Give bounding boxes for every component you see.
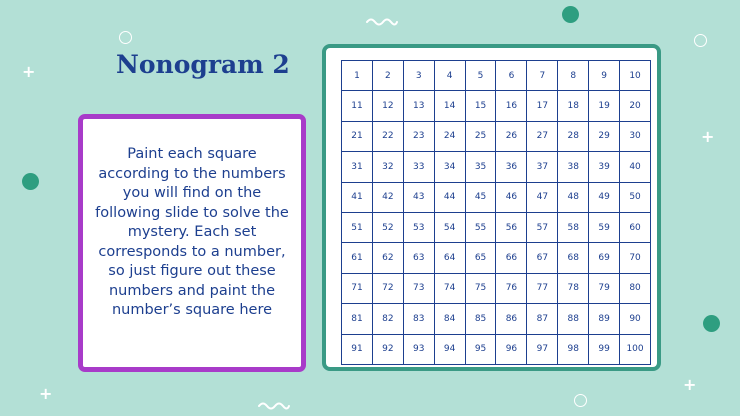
grid-cell[interactable]: 70	[620, 243, 651, 273]
grid-cell[interactable]: 25	[466, 122, 497, 152]
grid-cell[interactable]: 73	[404, 274, 435, 304]
grid-cell[interactable]: 30	[620, 122, 651, 152]
grid-cell[interactable]: 97	[527, 335, 558, 365]
grid-cell[interactable]: 48	[558, 183, 589, 213]
grid-cell[interactable]: 64	[435, 243, 466, 273]
grid-cell[interactable]: 43	[404, 183, 435, 213]
grid-cell[interactable]: 90	[620, 304, 651, 334]
grid-cell[interactable]: 89	[589, 304, 620, 334]
grid-cell[interactable]: 22	[373, 122, 404, 152]
grid-cell[interactable]: 13	[404, 91, 435, 121]
ring-icon	[574, 394, 587, 407]
grid-cell[interactable]: 91	[342, 335, 373, 365]
grid-cell[interactable]: 9	[589, 61, 620, 91]
grid-cell[interactable]: 20	[620, 91, 651, 121]
grid-cell[interactable]: 78	[558, 274, 589, 304]
grid-cell[interactable]: 60	[620, 213, 651, 243]
grid-cell[interactable]: 41	[342, 183, 373, 213]
grid-cell[interactable]: 27	[527, 122, 558, 152]
grid-cell[interactable]: 98	[558, 335, 589, 365]
grid-cell[interactable]: 36	[496, 152, 527, 182]
grid-cell[interactable]: 54	[435, 213, 466, 243]
grid-cell[interactable]: 76	[496, 274, 527, 304]
grid-cell[interactable]: 69	[589, 243, 620, 273]
wave-icon	[366, 16, 398, 26]
grid-cell[interactable]: 68	[558, 243, 589, 273]
grid-cell[interactable]: 65	[466, 243, 497, 273]
instructions-card	[78, 114, 306, 372]
grid-cell[interactable]: 5	[466, 61, 497, 91]
grid-cell[interactable]: 8	[558, 61, 589, 91]
grid-cell[interactable]: 57	[527, 213, 558, 243]
grid-cell[interactable]: 32	[373, 152, 404, 182]
grid-cell[interactable]: 38	[558, 152, 589, 182]
grid-cell[interactable]: 82	[373, 304, 404, 334]
grid-cell[interactable]: 67	[527, 243, 558, 273]
grid-cell[interactable]: 55	[466, 213, 497, 243]
grid-cell[interactable]: 93	[404, 335, 435, 365]
grid-cell[interactable]: 80	[620, 274, 651, 304]
circle-icon	[562, 6, 579, 23]
grid-cell[interactable]: 18	[558, 91, 589, 121]
grid-cell[interactable]: 49	[589, 183, 620, 213]
grid-cell[interactable]: 53	[404, 213, 435, 243]
grid-cell[interactable]: 63	[404, 243, 435, 273]
grid-cell[interactable]: 86	[496, 304, 527, 334]
grid-cell[interactable]: 94	[435, 335, 466, 365]
grid-cell[interactable]: 81	[342, 304, 373, 334]
grid-cell[interactable]: 21	[342, 122, 373, 152]
grid-cell[interactable]: 52	[373, 213, 404, 243]
wave-icon	[258, 400, 290, 410]
grid-cell[interactable]: 39	[589, 152, 620, 182]
circle-icon	[22, 173, 39, 190]
grid-cell[interactable]: 56	[496, 213, 527, 243]
grid-cell[interactable]: 44	[435, 183, 466, 213]
grid-cell[interactable]: 4	[435, 61, 466, 91]
ring-icon	[119, 31, 132, 44]
grid-cell[interactable]: 62	[373, 243, 404, 273]
grid-cell[interactable]: 34	[435, 152, 466, 182]
grid-cell[interactable]: 35	[466, 152, 497, 182]
grid-cell[interactable]: 31	[342, 152, 373, 182]
grid-cell[interactable]: 28	[558, 122, 589, 152]
grid-cell[interactable]: 15	[466, 91, 497, 121]
ring-icon	[694, 34, 707, 47]
grid-cell[interactable]: 26	[496, 122, 527, 152]
plus-icon: +	[701, 127, 715, 146]
grid-cell[interactable]: 95	[466, 335, 497, 365]
grid-cell[interactable]: 16	[496, 91, 527, 121]
grid-cell[interactable]: 87	[527, 304, 558, 334]
grid-cell[interactable]: 61	[342, 243, 373, 273]
grid-cell[interactable]: 40	[620, 152, 651, 182]
grid-cell[interactable]: 79	[589, 274, 620, 304]
grid-cell[interactable]: 71	[342, 274, 373, 304]
grid-cell[interactable]: 14	[435, 91, 466, 121]
grid-cell[interactable]: 74	[435, 274, 466, 304]
grid-cell[interactable]: 1	[342, 61, 373, 91]
grid-cell[interactable]: 46	[496, 183, 527, 213]
grid-cell[interactable]: 24	[435, 122, 466, 152]
grid-cell[interactable]: 92	[373, 335, 404, 365]
plus-icon: +	[22, 62, 36, 81]
grid-cell[interactable]: 37	[527, 152, 558, 182]
grid-cell[interactable]: 66	[496, 243, 527, 273]
grid-cell[interactable]: 10	[620, 61, 651, 91]
grid-cell[interactable]: 77	[527, 274, 558, 304]
grid-cell[interactable]: 88	[558, 304, 589, 334]
grid-cell[interactable]: 7	[527, 61, 558, 91]
grid-cell[interactable]: 96	[496, 335, 527, 365]
grid-cell[interactable]: 50	[620, 183, 651, 213]
grid-cell[interactable]: 51	[342, 213, 373, 243]
grid-cell[interactable]: 100	[620, 335, 651, 365]
grid-cell[interactable]: 75	[466, 274, 497, 304]
grid-cell[interactable]: 2	[373, 61, 404, 91]
circle-icon	[703, 315, 720, 332]
grid-cell[interactable]: 58	[558, 213, 589, 243]
nonogram-grid	[341, 60, 651, 365]
instructions-text: Paint each square according to the numbers you will find on the following slide to solve the mystery. Each set corresponds to a number, so just figure out these numbers and paint the number’s square here	[95, 146, 289, 319]
plus-icon: +	[39, 384, 53, 403]
grid-cell[interactable]: 83	[404, 304, 435, 334]
nonogram-grid-card	[322, 44, 661, 371]
grid-cell[interactable]: 29	[589, 122, 620, 152]
grid-cell[interactable]: 17	[527, 91, 558, 121]
grid-cell[interactable]: 84	[435, 304, 466, 334]
grid-cell[interactable]: 59	[589, 213, 620, 243]
plus-icon: +	[683, 375, 697, 394]
grid-cell[interactable]: 19	[589, 91, 620, 121]
grid-cell[interactable]: 42	[373, 183, 404, 213]
grid-cell[interactable]: 99	[589, 335, 620, 365]
grid-cell[interactable]: 6	[496, 61, 527, 91]
grid-cell[interactable]: 23	[404, 122, 435, 152]
grid-cell[interactable]: 3	[404, 61, 435, 91]
grid-cell[interactable]: 85	[466, 304, 497, 334]
grid-cell[interactable]: 45	[466, 183, 497, 213]
slide-title: Nonogram 2	[116, 50, 290, 79]
grid-cell[interactable]: 47	[527, 183, 558, 213]
grid-cell[interactable]: 33	[404, 152, 435, 182]
grid-cell[interactable]: 72	[373, 274, 404, 304]
grid-cell[interactable]: 11	[342, 91, 373, 121]
grid-cell[interactable]: 12	[373, 91, 404, 121]
